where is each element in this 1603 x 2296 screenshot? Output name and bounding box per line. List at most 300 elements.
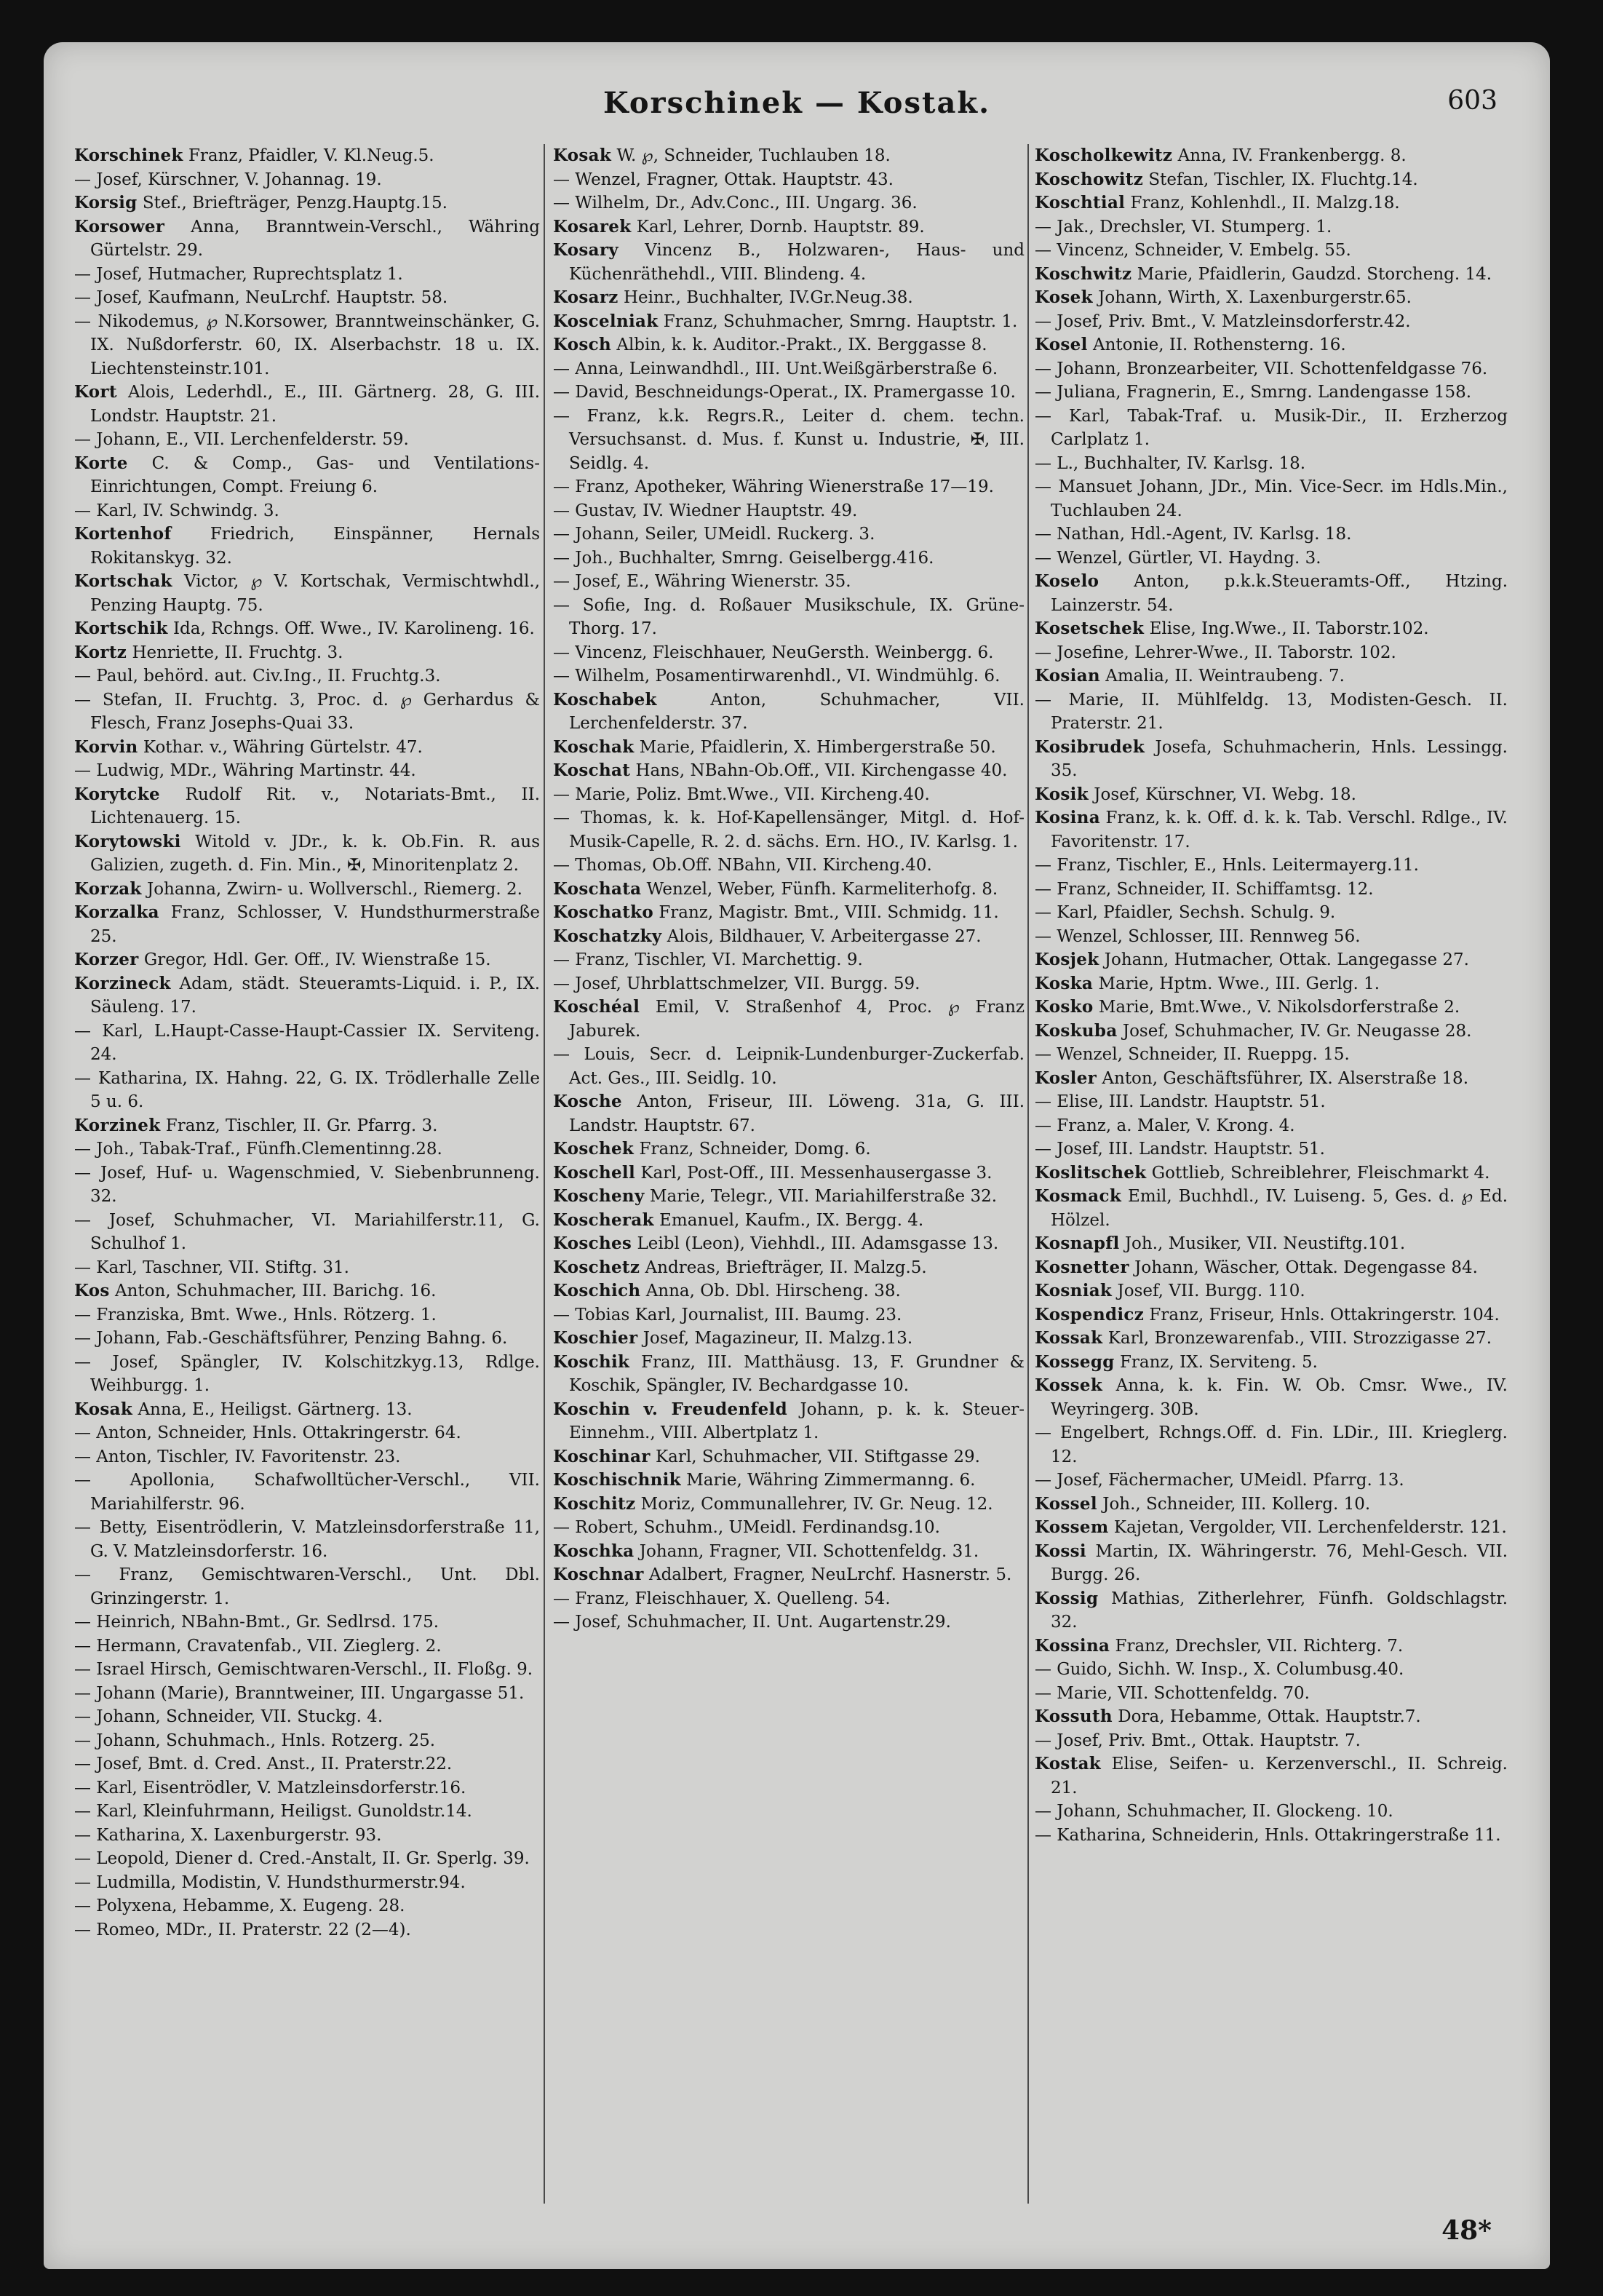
directory-entry	[1035, 452, 1508, 476]
entry-details: — Stefan, II. Fruchtg. 3, Proc. d. ℘ Gerhardus & Flesch, Franz Josephs-Quai 33.	[74, 690, 540, 733]
entry-surname: Korytcke	[74, 784, 160, 804]
entry-details: Anna, k. k. Fin. W. Ob. Cmsr. Wwe., IV. Weyringerg. 30B.	[1051, 1376, 1508, 1419]
directory-entry	[553, 1398, 1025, 1445]
directory-entry	[74, 1303, 540, 1327]
directory-entry	[1035, 1114, 1508, 1138]
directory-entry	[553, 1469, 1025, 1493]
directory-entry	[1035, 523, 1508, 547]
entry-details: Anton, Schuhmacher, III. Barichg. 16.	[115, 1282, 437, 1300]
directory-entry	[74, 1847, 540, 1871]
directory-entry	[553, 1303, 1025, 1327]
directory-entry	[553, 475, 1025, 499]
directory-entry	[553, 381, 1025, 405]
entry-surname: Kossel	[1035, 1493, 1097, 1514]
entry-details: Ida, Rchngs. Off. Wwe., IV. Karolineng. 16.	[172, 619, 535, 638]
entry-details: — Johann (Marie), Branntweiner, III. Ungargasse 51.	[74, 1683, 525, 1703]
entry-surname: Koschitz	[553, 1493, 636, 1514]
entry-surname: Kosel	[1035, 335, 1088, 354]
entry-details: Franz, III. Matthäusg. 13, F. Grundner & Koschik, Spängler, IV. Bechardgasse 10.	[569, 1352, 1025, 1395]
entry-details: — Josef, Priv. Bmt., V. Matzleinsdorferstr.42.	[1035, 311, 1411, 331]
directory-entry	[74, 1020, 540, 1067]
directory-entry	[1035, 1421, 1508, 1469]
entry-surname: Kosik	[1035, 784, 1089, 804]
entry-details: Johann, Wäscher, Ottak. Degengasse 84.	[1134, 1258, 1478, 1277]
entry-details: Antonie, II. Rothensterng. 16.	[1092, 335, 1346, 354]
entry-surname: Kosniak	[1035, 1281, 1113, 1300]
directory-entry	[1035, 996, 1508, 1020]
directory-entry	[74, 1918, 540, 1942]
entry-details: — Karl, Eisentrödler, V. Matzleinsdorferstr.16.	[74, 1778, 466, 1798]
entry-details: Karl, Lehrer, Dornb. Hauptstr. 89.	[636, 217, 925, 237]
directory-entry	[1035, 736, 1508, 783]
entry-details: Martin, IX. Währingerstr. 76, Mehl-Gesch. VII. Burgg. 26.	[1051, 1541, 1508, 1584]
directory-entry	[553, 1327, 1025, 1351]
entry-surname: Kosek	[1035, 287, 1093, 307]
directory-entry	[74, 1824, 540, 1848]
directory-entry	[74, 310, 540, 381]
entry-details: Alois, Bildhauer, V. Arbeitergasse 27.	[667, 926, 982, 946]
directory-entry	[74, 1776, 540, 1800]
directory-entry	[1035, 1327, 1508, 1351]
entry-surname: Kosmack	[1035, 1186, 1122, 1206]
entry-surname: Koschik	[553, 1351, 630, 1372]
entry-details: — Josef, Kaufmann, NeuLrchf. Hauptstr. 58.	[74, 288, 448, 307]
directory-entry	[1035, 1705, 1508, 1729]
directory-entry	[74, 191, 540, 215]
entry-surname: Kosak	[553, 146, 612, 165]
entry-details: Franz, k. k. Off. d. k. k. Tab. Verschl. Rdlge., IV. Favoritenstr. 17.	[1051, 809, 1508, 851]
entry-details: Marie, Pfaidlerin, X. Himbergerstraße 50.	[639, 737, 996, 757]
directory-entry	[1035, 168, 1508, 192]
directory-entry	[1035, 570, 1508, 617]
entry-details: Anna, Ob. Dbl. Hirscheng. 38.	[645, 1282, 901, 1300]
entry-details: Witold v. JDr., k. k. Ob.Fin. R. aus Galizien, zugeth. d. Fin. Min., ✠, Minoritenplatz 2.	[90, 832, 540, 875]
entry-details: Andreas, Briefträger, II. Malzg.5.	[645, 1258, 927, 1277]
entry-details: Karl, Bronzewarenfab., VIII. Strozzigasse 27.	[1107, 1329, 1492, 1348]
entry-surname: Korsower	[74, 216, 165, 237]
entry-details: — Vincenz, Schneider, V. Embelg. 55.	[1035, 241, 1351, 260]
entry-details: — Johann, Schneider, VII. Stuckg. 4.	[74, 1707, 383, 1726]
directory-entry	[1035, 239, 1508, 263]
entry-details: Mathias, Zitherlehrer, Fünfh. Goldschlagstr. 32.	[1051, 1589, 1508, 1632]
entry-details: — Franz, k.k. Regrs.R., Leiter d. chem. techn. Versuchsanst. d. Mus. f. Kunst u. Industrie, ✠, III. Seidlg. 4.	[553, 406, 1025, 473]
entry-surname: Kortschak	[74, 571, 172, 591]
entry-surname: Kosak	[74, 1399, 133, 1419]
directory-entry	[1035, 1824, 1508, 1848]
directory-entry	[1035, 1090, 1508, 1114]
entry-surname: Kortschik	[74, 619, 168, 638]
directory-entry	[74, 1705, 540, 1729]
directory-entry	[553, 1493, 1025, 1517]
directory-entry	[1035, 1020, 1508, 1044]
entry-details: Karl, Post-Off., III. Messenhausergasse 3.	[640, 1163, 993, 1183]
entry-details: Josef, VII. Burgg. 110.	[1117, 1282, 1305, 1300]
entry-surname: Kosarek	[553, 216, 632, 237]
entry-details: — Franz, Schneider, II. Schiffamtsg. 12.	[1035, 879, 1374, 899]
entry-details: — Tobias Karl, Journalist, III. Baumg. 23.	[553, 1305, 902, 1324]
entry-details: — Franz, Fleischhauer, X. Quelleng. 54.	[553, 1589, 891, 1608]
entry-details: — Vincenz, Fleischhauer, NeuGersth. Weinbergg. 6.	[553, 643, 994, 662]
directory-entry	[1035, 664, 1508, 688]
entry-details: — Katharina, X. Laxenburgerstr. 93.	[74, 1825, 382, 1845]
entry-details: — Josef, Spängler, IV. Kolschitzkyg.13, Rdlge. Weihburgg. 1.	[74, 1352, 540, 1395]
directory-entry	[553, 878, 1025, 902]
entry-details: Joh., Musiker, VII. Neustiftg.101.	[1124, 1234, 1406, 1253]
directory-entry	[74, 215, 540, 263]
entry-details: — Josef, E., Währing Wienerstr. 35.	[553, 572, 851, 591]
entry-surname: Kos	[74, 1281, 110, 1300]
entry-surname: Korte	[74, 453, 128, 473]
directory-entry	[74, 901, 540, 948]
entry-details: W. ℘, Schneider, Tuchlauben 18.	[616, 146, 891, 165]
entry-surname: Koschell	[553, 1162, 636, 1183]
entry-surname: Koschatzky	[553, 926, 662, 946]
entry-surname: Koschak	[553, 736, 635, 757]
entry-details: Franz, Drechsler, VII. Richterg. 7.	[1115, 1636, 1404, 1656]
directory-entry	[1035, 1351, 1508, 1375]
entry-surname: Korzalka	[74, 902, 159, 922]
directory-entry	[553, 972, 1025, 996]
entry-surname: Kosler	[1035, 1068, 1097, 1088]
entry-details: Anton, Schuhmacher, VII. Lerchenfelderstr. 37.	[569, 690, 1025, 733]
entry-details: Albin, k. k. Auditor.-Prakt., IX. Berggasse 8.	[616, 335, 987, 354]
entry-details: — Wilhelm, Dr., Adv.Conc., III. Ungarg. 36.	[553, 194, 918, 212]
entry-details: — Marie, II. Mühlfeldg. 13, Modisten-Gesch. II. Praterstr. 21.	[1035, 690, 1508, 733]
directory-entry	[553, 641, 1025, 665]
entry-surname: Koschéal	[553, 997, 640, 1017]
directory-entry	[1035, 641, 1508, 665]
entry-details: — Jak., Drechsler, VI. Stumperg. 1.	[1035, 217, 1332, 237]
entry-details: Johann, p. k. k. Steuer-Einnehm., VIII. Albertplatz 1.	[569, 1399, 1025, 1442]
entry-details: Alois, Lederhdl., E., III. Gärtnerg. 28, G. III. Londstr. Hauptstr. 21.	[90, 383, 540, 426]
directory-entry	[1035, 1256, 1508, 1280]
directory-entry	[74, 1114, 540, 1138]
entry-details: — Engelbert, Rchngs.Off. d. Fin. LDir., III. Krieglerg. 12.	[1035, 1423, 1508, 1466]
entry-surname: Koschata	[553, 878, 642, 899]
directory-entry	[553, 759, 1025, 783]
directory-entry	[1035, 783, 1508, 807]
directory-entry	[74, 1421, 540, 1445]
directory-column-1	[74, 144, 540, 2225]
entry-surname: Koscheny	[553, 1186, 645, 1206]
directory-entry	[74, 1469, 540, 1516]
directory-entry	[553, 310, 1025, 334]
entry-details: — Katharina, Schneiderin, Hnls. Ottakringerstraße 11.	[1035, 1825, 1501, 1845]
directory-entry	[553, 854, 1025, 878]
directory-entry	[553, 1516, 1025, 1540]
entry-details: — Franziska, Bmt. Wwe., Hnls. Rötzerg. 1.	[74, 1305, 437, 1324]
directory-entry	[553, 996, 1025, 1043]
entry-details: — Heinrich, NBahn-Bmt., Gr. Sedlrsd. 175.	[74, 1613, 439, 1632]
directory-entry	[553, 570, 1025, 594]
directory-entry	[1035, 215, 1508, 239]
entry-details: — Karl, L.Haupt-Casse-Haupt-Cassier IX. Serviteng. 24.	[74, 1021, 540, 1064]
directory-entry	[74, 499, 540, 523]
entry-details: Franz, Schlosser, V. Hundsthurmerstraße 25.	[90, 903, 540, 946]
entry-details: Josef, Magazineur, II. Malzg.13.	[643, 1329, 913, 1348]
entry-surname: Koschin v. Freudenfeld	[553, 1399, 788, 1419]
entry-details: — Ludmilla, Modistin, V. Hundsthurmerstr.94.	[74, 1872, 466, 1892]
directory-entry	[553, 1279, 1025, 1303]
entry-details: Gottlieb, Schreiblehrer, Fleischmarkt 4.	[1151, 1163, 1490, 1183]
entry-surname: Kosian	[1035, 666, 1100, 686]
entry-details: — Karl, Pfaidler, Sechsh. Schulg. 9.	[1035, 903, 1336, 922]
directory-entry	[74, 972, 540, 1020]
directory-entry	[1035, 617, 1508, 641]
entry-surname: Kostak	[1035, 1754, 1102, 1773]
entry-details: — Josef, Priv. Bmt., Ottak. Hauptstr. 7.	[1035, 1731, 1361, 1750]
entry-surname: Kossak	[1035, 1328, 1103, 1348]
directory-entry	[553, 688, 1025, 736]
directory-entry	[1035, 1800, 1508, 1824]
entry-details: Johann, Hutmacher, Ottak. Langegasse 27.	[1104, 950, 1469, 969]
entry-surname: Koschek	[553, 1139, 635, 1159]
entry-surname: Koselo	[1035, 571, 1099, 591]
directory-entry	[74, 1279, 540, 1303]
directory-entry	[74, 783, 540, 830]
entry-surname: Kosary	[553, 240, 618, 260]
directory-entry	[553, 1445, 1025, 1469]
directory-entry	[1035, 901, 1508, 925]
entry-surname: Korsig	[74, 193, 138, 212]
entry-details: — Thomas, Ob.Off. NBahn, VII. Kircheng.40.	[553, 856, 932, 875]
directory-entry	[1035, 405, 1508, 452]
directory-entry	[553, 948, 1025, 972]
entry-details: Adam, städt. Steueramts-Liquid. i. P., IX. Säuleng. 17.	[90, 974, 540, 1017]
entry-surname: Kossina	[1035, 1635, 1110, 1656]
entry-surname: Koslitschek	[1035, 1162, 1147, 1183]
directory-entry	[1035, 1374, 1508, 1421]
entry-details: — Josef, Uhrblattschmelzer, VII. Burgg. 59.	[553, 974, 920, 993]
entry-surname: Koscholkewitz	[1035, 146, 1173, 165]
entry-details: — Sofie, Ing. d. Roßauer Musikschule, IX. Grüne-Thorg. 17.	[553, 595, 1025, 638]
directory-entry	[74, 1351, 540, 1398]
directory-entry	[1035, 1729, 1508, 1753]
entry-details: — Johann, Bronzearbeiter, VII. Schottenfeldgasse 76.	[1035, 359, 1488, 378]
entry-details: — Romeo, MDr., II. Praterstr. 22 (2—4).	[74, 1920, 411, 1939]
entry-details: — Johann, Schuhmacher, II. Glockeng. 10.	[1035, 1802, 1393, 1821]
entry-details: Rudolf Rit. v., Notariats-Bmt., II. Lichtenauerg. 15.	[90, 784, 540, 827]
entry-details: Marie, Hptm. Wwe., III. Gerlg. 1.	[1098, 974, 1380, 993]
entry-surname: Kossig	[1035, 1588, 1099, 1608]
entry-details: Johann, Fragner, VII. Schottenfeldg. 31.	[639, 1541, 979, 1561]
entry-details: — Anna, Leinwandhdl., III. Unt.Weißgärberstraße 6.	[553, 359, 998, 378]
entry-details: — Johann, Fab.-Geschäftsführer, Penzing Bahng. 6.	[74, 1329, 508, 1348]
directory-entry	[1035, 1279, 1508, 1303]
directory-entry	[1035, 310, 1508, 334]
directory-entry	[74, 1398, 540, 1422]
entry-surname: Kosche	[553, 1092, 622, 1111]
directory-entry	[553, 357, 1025, 381]
directory-entry	[74, 428, 540, 452]
directory-entry	[553, 1185, 1025, 1209]
entry-details: — Franz, a. Maler, V. Krong. 4.	[1035, 1116, 1295, 1135]
entry-details: — Johann, E., VII. Lerchenfelderstr. 59.	[74, 430, 409, 449]
entry-details: — Karl, Tabak-Traf. u. Musik-Dir., II. Erzherzog Carlplatz 1.	[1035, 406, 1508, 449]
entry-details: — Ludwig, MDr., Währing Martinstr. 44.	[74, 761, 416, 780]
entry-surname: Kosjek	[1035, 950, 1099, 969]
entry-details: — Franz, Gemischtwaren-Verschl., Unt. Dbl. Grinzingerstr. 1.	[74, 1565, 540, 1608]
entry-details: Gregor, Hdl. Ger. Off., IV. Wienstraße 15.	[143, 950, 491, 969]
column-divider	[1027, 144, 1029, 2204]
entry-surname: Koschetz	[553, 1257, 640, 1277]
entry-surname: Koschnar	[553, 1565, 644, 1584]
entry-details: — Josef, Kürschner, V. Johannag. 19.	[74, 170, 382, 189]
entry-details: Johanna, Zwirn- u. Wollverschl., Riemerg. 2.	[146, 879, 522, 899]
entry-surname: Koschwitz	[1035, 263, 1132, 284]
entry-details: — Josef, III. Landstr. Hauptstr. 51.	[1035, 1140, 1325, 1159]
entry-details: Franz, IX. Serviteng. 5.	[1119, 1352, 1318, 1372]
directory-entry	[74, 1161, 540, 1209]
entry-details: — Marie, Poliz. Bmt.Wwe., VII. Kircheng.40.	[553, 784, 930, 804]
directory-entry	[553, 333, 1025, 357]
directory-entry	[553, 523, 1025, 547]
entry-surname: Kossem	[1035, 1517, 1109, 1537]
column-divider	[544, 144, 545, 2204]
directory-entry	[1035, 144, 1508, 168]
entry-details: Dora, Hebamme, Ottak. Hauptstr.7.	[1118, 1707, 1421, 1726]
directory-entry	[553, 925, 1025, 949]
directory-entry	[74, 1800, 540, 1824]
directory-entry	[553, 1090, 1025, 1137]
directory-entry	[553, 901, 1025, 925]
directory-entry	[74, 736, 540, 760]
entry-details: — Karl, Kleinfuhrmann, Heiligst. Gunoldstr.14.	[74, 1802, 472, 1821]
entry-details: Marie, Telegr., VII. Mariahilferstraße 32.	[649, 1187, 998, 1206]
entry-details: Josef, Schuhmacher, IV. Gr. Neugasse 28.	[1122, 1021, 1472, 1041]
directory-entry	[74, 570, 540, 617]
directory-entry	[1035, 1137, 1508, 1161]
directory-entry	[1035, 1587, 1508, 1634]
directory-entry	[553, 594, 1025, 641]
entry-details: Victor, ℘ V. Kortschak, Vermischtwhdl., Penzing Hauptg. 75.	[90, 572, 540, 615]
entry-surname: Koska	[1035, 973, 1094, 993]
entry-details: — David, Beschneidungs-Operat., IX. Pramergasse 10.	[553, 383, 1016, 402]
entry-details: Marie, Bmt.Wwe., V. Nikolsdorferstraße 2.	[1098, 998, 1460, 1017]
entry-details: — Franz, Apotheker, Währing Wienerstraße 17—19.	[553, 477, 994, 496]
entry-surname: Kosko	[1035, 997, 1094, 1017]
directory-entry	[74, 878, 540, 902]
directory-entry	[553, 783, 1025, 807]
entry-details: Anton, Geschäftsführer, IX. Alserstraße 18.	[1102, 1068, 1468, 1088]
entry-surname: Kossegg	[1035, 1351, 1115, 1372]
page-number: 603	[1447, 86, 1497, 116]
entry-surname: Koskuba	[1035, 1020, 1118, 1041]
directory-entry	[553, 215, 1025, 239]
entry-details: Adalbert, Fragner, NeuLrchf. Hasnerstr. 5.	[648, 1565, 1012, 1584]
directory-entry	[1035, 1469, 1508, 1493]
entry-details: — Josefine, Lehrer-Wwe., II. Taborstr. 102.	[1035, 643, 1396, 662]
entry-details: Emil, V. Straßenhof 4, Proc. ℘ Franz Jaburek.	[569, 998, 1025, 1041]
entry-details: Anton, p.k.k.Steueramts-Off., Htzing. Lainzerstr. 54.	[1051, 572, 1508, 615]
entry-details: — Betty, Eisentrödlerin, V. Matzleinsdorferstraße 11, G. V. Matzleinsdorferstr. 16.	[74, 1518, 540, 1561]
directory-entry	[74, 1327, 540, 1351]
directory-entry	[553, 1351, 1025, 1398]
entry-details: — Joh., Buchhalter, Smrng. Geiselbergg.416.	[553, 548, 934, 568]
directory-entry	[74, 830, 540, 878]
page-title: Korschinek — Kostak.	[602, 86, 990, 120]
entry-details: Friedrich, Einspänner, Hernals Rokitanskyg. 32.	[90, 525, 540, 568]
directory-entry	[553, 499, 1025, 523]
entry-details: Leibl (Leon), Viehhdl., III. Adamsgasse 13.	[637, 1234, 999, 1253]
entry-details: Johann, Wirth, X. Laxenburgerstr.65.	[1098, 288, 1412, 307]
directory-entry	[74, 1729, 540, 1753]
entry-details: — Joh., Tabak-Traf., Fünfh.Clementinng.28.	[74, 1140, 442, 1159]
entry-details: — Nikodemus, ℘ N.Korsower, Branntweinschänker, G. IX. Nußdorferstr. 60, IX. Alserbachstr. 18 u. IX. Liechtensteinstr.101.	[74, 311, 540, 378]
directory-entry	[74, 688, 540, 736]
entry-surname: Korzineck	[74, 973, 171, 993]
directory-entry	[1035, 972, 1508, 996]
directory-entry	[1035, 878, 1508, 902]
directory-entry	[1035, 333, 1508, 357]
directory-entry	[74, 664, 540, 688]
entry-details: Anna, IV. Frankenbergg. 8.	[1177, 146, 1407, 165]
entry-details: — Thomas, k. k. Hof-Kapellensänger, Mitgl. d. Hof-Musik-Capelle, R. 2. d. sächs. Ern. HO., IV. Karlsg. 1.	[553, 809, 1025, 851]
entry-surname: Kortz	[74, 642, 127, 662]
entry-surname: Kosnetter	[1035, 1257, 1129, 1277]
directory-entry	[74, 1634, 540, 1659]
entry-surname: Korvin	[74, 736, 138, 757]
directory-entry	[74, 286, 540, 310]
entry-surname: Koschtial	[1035, 193, 1126, 212]
directory-entry	[553, 547, 1025, 571]
entry-details: — Katharina, IX. Hahng. 22, G. IX. Trödlerhalle Zelle 5 u. 6.	[74, 1068, 540, 1111]
directory-entry	[74, 452, 540, 499]
entry-details: Anna, E., Heiligst. Gärtnerg. 13.	[138, 1399, 413, 1419]
entry-details: — Marie, VII. Schottenfeldg. 70.	[1035, 1683, 1310, 1703]
entry-details: Stefan, Tischler, IX. Fluchtg.14.	[1148, 170, 1418, 189]
entry-details: — Anton, Tischler, IV. Favoritenstr. 23.	[74, 1447, 401, 1466]
entry-details: Franz, Schuhmacher, Smrng. Hauptstr. 1.	[663, 311, 1018, 331]
entry-details: Amalia, II. Weintraubeng. 7.	[1105, 667, 1345, 686]
entry-details: — Anton, Schneider, Hnls. Ottakringerstr. 64.	[74, 1423, 461, 1442]
directory-entry	[74, 381, 540, 428]
entry-details: — Wenzel, Schlosser, III. Rennweg 56.	[1035, 926, 1361, 946]
directory-entry	[553, 1232, 1025, 1256]
entry-surname: Korschinek	[74, 146, 183, 165]
directory-entry	[74, 1445, 540, 1469]
directory-entry	[74, 1682, 540, 1706]
entry-details: Joh., Schneider, III. Kollerg. 10.	[1102, 1494, 1371, 1514]
entry-details: Wenzel, Weber, Fünfh. Karmeliterhofg. 8.	[646, 879, 998, 899]
entry-details: — Wenzel, Schneider, II. Rueppg. 15.	[1035, 1045, 1350, 1064]
entry-surname: Kosch	[553, 335, 612, 354]
directory-entry	[553, 1563, 1025, 1587]
directory-entry	[553, 1137, 1025, 1161]
directory-page	[44, 42, 1550, 2269]
directory-entry	[553, 736, 1025, 760]
directory-entry	[74, 168, 540, 192]
directory-entry	[74, 1563, 540, 1610]
entry-details: Hans, NBahn-Ob.Off., VII. Kirchengasse 40.	[635, 761, 1008, 780]
entry-surname: Koscelniak	[553, 311, 659, 331]
directory-entry	[74, 1610, 540, 1634]
entry-details: — Josef, Bmt. d. Cred. Anst., II. Praterstr.22.	[74, 1755, 453, 1773]
entry-details: — Apollonia, Schafwolltücher-Verschl., VII. Mariahilferstr. 96.	[74, 1471, 540, 1514]
entry-surname: Kosibrudek	[1035, 736, 1145, 757]
entry-surname: Koscherak	[553, 1209, 654, 1230]
directory-entry	[553, 1161, 1025, 1185]
entry-surname: Kossek	[1035, 1375, 1103, 1395]
directory-entry	[1035, 1043, 1508, 1067]
entry-details: — Josef, Fächermacher, UMeidl. Pfarrg. 13.	[1035, 1471, 1404, 1490]
directory-entry	[553, 191, 1025, 215]
entry-details: — Wilhelm, Posamentirwarenhdl., VI. Windmühlg. 6.	[553, 667, 1001, 686]
directory-entry	[74, 1516, 540, 1563]
entry-details: — Karl, IV. Schwindg. 3.	[74, 501, 279, 520]
entry-details: — Nathan, Hdl.-Agent, IV. Karlsg. 18.	[1035, 525, 1352, 544]
directory-entry	[553, 664, 1025, 688]
